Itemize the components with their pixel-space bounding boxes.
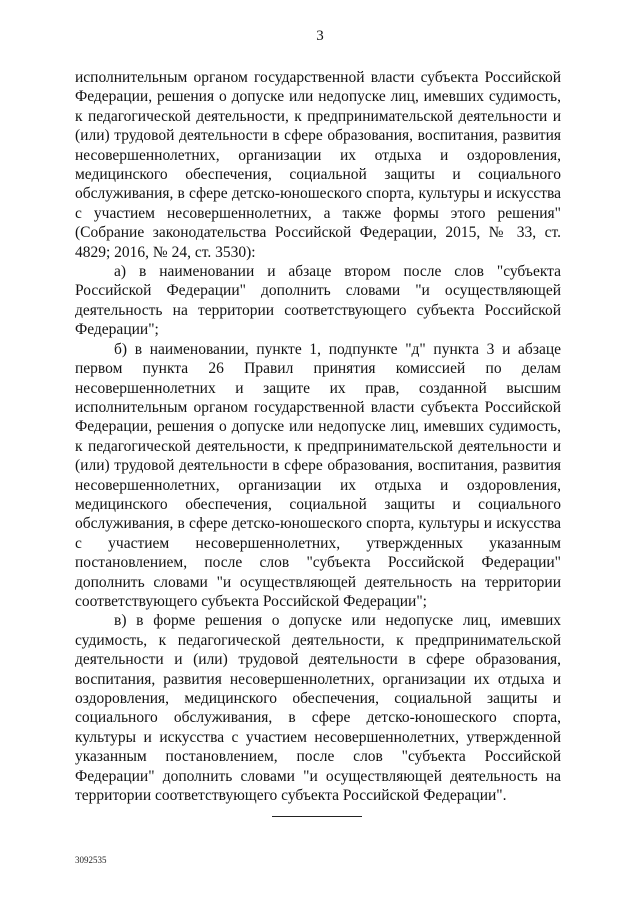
document-body (75, 68, 561, 805)
end-divider-line (272, 816, 362, 817)
paragraph-item-v: в) в форме решения о допуске или недопуске лиц, имевших судимость, к педагогической деятельности, к предпринимательской деятельности и (или) трудовой деятельности в сфере образования, воспитания, развития несовершеннолетних, организации их отдыха и оздоровления, медицинского обеспечения, социальной защиты и социального обслуживания, в сфере детско-юношеского спорта, культуры и искусства с участием несовершеннолетних, утвержденной указанным постановлением, после слов "субъекта Российской Федерации" дополнить словами "и осуществляющей деятельность на территории соответствующего субъекта Российской Федерации". (75, 612, 561, 805)
page-number: 3 (316, 28, 324, 44)
document-code: 3092535 (75, 855, 107, 865)
paragraph-item-a: а) в наименовании и абзаце втором после слов "субъекта Российской Федерации" дополнить словами "и осуществляющей деятельность на территории соответствующего субъекта Российской Федерации"; (75, 263, 561, 339)
paragraph-continuation: исполнительным органом государственной власти субъекта Российской Федерации, решения о допуске или недопуске лиц, имевших судимость, к педагогической деятельности, к предпринимательской деятельности и (или) трудовой деятельности в сфере образования, воспитания, развития несовершеннолетних, организации их отдыха и оздоровления, медицинского обеспечения, социальной защиты и социального обслуживания, в сфере детско-юношеского спорта, культуры и искусства с участием несовершеннолетних, а также формы этого решения" (Собрание законодательства Российской Федерации, 2015, № 33, ст. 4829; 2016, № 24, ст. 3530): (75, 69, 561, 261)
paragraph-item-b: б) в наименовании, пункте 1, подпункте "д" пункта 3 и абзаце первом пункта 26 Правил принятия комиссией по делам несовершеннолетних и защите их прав, созданной высшим исполнительным органом государственной власти субъекта Российской Федерации, решения о допуске или недопуске лиц, имевших судимость, к педагогической деятельности, к предпринимательской деятельности и (или) трудовой деятельности в сфере образования, воспитания, развития несовершеннолетних, организации их отдыха и оздоровления, медицинского обеспечения, социальной защиты и социального обслуживания, в сфере детско-юношеского спорта, культуры и искусства с участием несовершеннолетних, утвержденных указанным постановлением, после слов "субъекта Российской Федерации" дополнить словами "и осуществляющей деятельность на территории соответствующего субъекта Российской Федерации"; (75, 340, 561, 610)
